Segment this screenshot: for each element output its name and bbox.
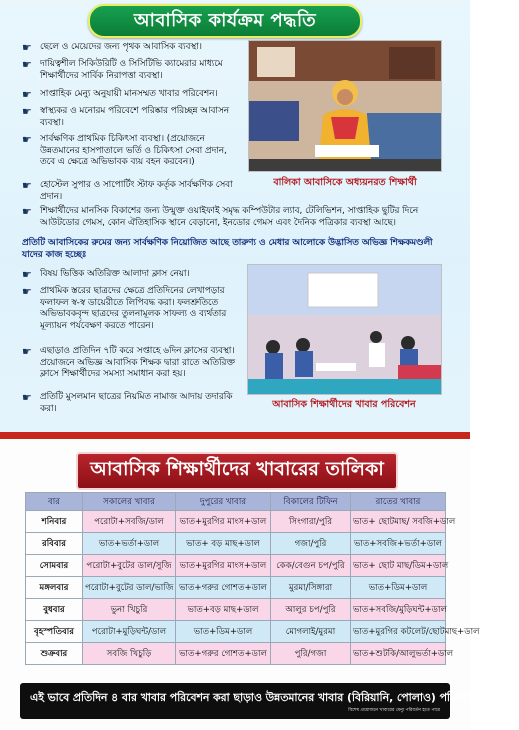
table-cell: ভাত+ বড় মাছ+ডাল [176,533,271,555]
table-cell: ভাত+সবজি/মুড়িঘন্ট+ডাল [351,599,446,621]
table-cell: ভাত+ডিম+ডাল [176,621,271,643]
table-row [26,599,446,621]
table-row [26,511,446,533]
table-cell: মুরমা/সিঙ্গারা [271,577,351,599]
table-cell: ভুনা খিচুরি [83,599,176,621]
table-cell: পরোটা+বুটের ডাল/সুজি [83,555,176,577]
bullet-item: ☛ প্রতিটি মুসলমান ছাত্রের নিয়মিত নামাজ আদায় তদারকি করা। [22,391,233,414]
bullet-item: ☛ প্রাথমিক স্তরের ছাত্রদের ক্ষেত্রে প্রতিদিনের লেখাপড়ার ফলাফল স্ব-স্ব ডায়েরীতে লিপিবদ্ধ করা। ফলশ্রুতিতে অভিভাবকবৃন্দ ছাত্রদের তুলনামূলক সাফল্য ও ব্যর্থতার মূল্যায়ন পর্যবেক্ষণ করতে পারেন। [22,285,227,331]
table-cell: ভাত+ ছোট মাছ/ডিম+ডাল [351,555,446,577]
table-cell: ভাত+ ছোটমাছ/ সবজি+ডাল [351,511,446,533]
hand-pointer-icon: ☛ [22,205,32,218]
table-row [26,621,446,643]
table-row [26,643,446,665]
column-header: রাতের খাবার [351,493,446,511]
food-menu-table [25,492,480,665]
bullet-item: ☛ ছেলে ও মেয়েদের জন্য পৃথক আবাসিক ব্যবস্থা। [22,41,202,54]
section-divider [0,432,470,439]
hand-pointer-icon: ☛ [22,105,32,118]
day-cell: বুধবার [26,599,83,621]
bullet-item: ☛ হোস্টেল সুপার ও সাপোর্টিং স্টাফ কর্তৃক সার্বক্ষণিক সেবা প্রদান। [22,179,233,202]
hand-pointer-icon: ☛ [22,268,32,281]
table-row [26,533,446,555]
page-title: আবাসিক কার্যক্রম পদ্ধতি [88,4,362,38]
photo1-caption: বালিকা আবাসিকে অধ্যয়নরত শিক্ষার্থী [273,177,417,188]
table-row [26,555,446,577]
table-cell: পরোটা+সবজি/ডাল [83,511,176,533]
day-cell: শুক্রবার [26,643,83,665]
hand-pointer-icon: ☛ [22,391,32,404]
bullet-item: ☛ এছাড়াও প্রতিদিন ৭টি করে সপ্তাহে ৬দিন ক্লাসের ব্যবস্থা। প্রয়োজনে অভিজ্ঞ আবাসিক শিক্ষক দ্বারা রাতে অতিরিক্ত ক্লাসে শিক্ষার্থীদের সমস্যা সমাধান করা হয়। [22,345,235,379]
footer-note: বিশেষ প্রয়োজনে খাবারের মেন্যু পরিবর্তন হতে পারে [348,708,440,713]
footer-text: এই ভাবে প্রতিদিন ৪ বার খাবার পরিবেশন করা ছাড়াও উন্নতমানের খাবার (বিরিয়ানি, পোলাও) পরিবেশন করা হয়। [30,691,519,704]
menu-title: আবাসিক শিক্ষার্থীদের খাবারের তালিকা [76,452,398,490]
photo2-caption: আবাসিক শিক্ষার্থীদের খাবার পরিবেশন [272,399,416,410]
hand-pointer-icon: ☛ [22,133,32,146]
bullet-item: ☛ স্বাস্থ্যকর ও মনোরম পরিবেশে পরিষ্কার পরিচ্ছন্ন আবাসন ব্যবস্থা। [22,105,230,128]
hand-pointer-icon: ☛ [22,179,32,192]
column-header: দুপুরের খাবার [176,493,271,511]
hand-pointer-icon: ☛ [22,41,32,54]
table-cell: সিংগারা/পুরি [271,511,351,533]
day-cell: বৃহস্পতিবার [26,621,83,643]
table-cell: ভাত+ভর্তা+ডাল [83,533,176,555]
table-cell: ভাত+মুরগির কটলেট/ছোটমাছ+ডাল [351,621,446,643]
hand-pointer-icon: ☛ [22,88,32,101]
table-cell: ভাত+মুরগির মাংস+ডাল [176,555,271,577]
bullet-item: ☛ সার্বক্ষণিক প্রাথমিক চিকিৎসা ব্যবস্থা। (প্রয়োজনে উন্নতমানের হাসপাতালে ভর্তি ও চিকিৎসা সেবা প্রদান, তবে এ ক্ষেত্রে অভিভাবক ব্যয় বহন করবেন।) [22,133,227,167]
day-cell: শনিবার [26,511,83,533]
table-cell: সবজি খিচুড়ি [83,643,176,665]
table-cell: গজা/পুরি [271,533,351,555]
table-cell: ভাত+গরুর গোশত+ডাল [176,643,271,665]
bullet-item: ☛ সাপ্তাহিক মেন্যু অনুযায়ী মানসম্মত খাবার পরিবেশন। [22,88,218,101]
teacher-intro-text: প্রতিটি আবাসিকের রুমের জন্য সার্বক্ষণিক নিয়োজিত আছে তারুণ্য ও মেধার আলোকে উদ্ভাসিত অভিজ্ঞ শিক্ষকমণ্ডলী যাদের কাজ হচ্ছেঃ [22,238,433,260]
table-cell: ভাত+শুটকি/আলুভর্তা+ডাল [351,643,446,665]
bullet-item: ☛ শিক্ষার্থীদের মানসিক বিকাশের জন্য উন্মুক্ত ওয়াইফাই সমৃদ্ধ কম্পিউটার ল্যাব, টেলিভিশন, সাপ্তাহিক ছুটির দিনে আউটডোর গেমস, কোন ঐতিহাসিক স্থানে বেড়ানো, ইনডোর গেমস এবং দৈনিক পত্রিকার ব্যবস্থা আছে। [22,205,419,228]
hand-pointer-icon: ☛ [22,58,32,71]
table-cell: আলুর চপ/পুরি [271,599,351,621]
table-cell: পরোটা+বুটের ডাল/ভাজি [83,577,176,599]
bullet-item: ☛ বিষয় ভিত্তিক অতিরিক্ত আলাদা ক্লাস নেয়া। [22,268,190,281]
table-cell: পুরি/গজা [271,643,351,665]
day-cell: সোমবার [26,555,83,577]
table-cell: ভাত+ডিম+ডাল [351,577,446,599]
column-header: সকালের খাবার [83,493,176,511]
student-studying-photo [248,40,442,172]
day-cell: রবিবার [26,533,83,555]
table-cell: মোগলাই/মুরমা [271,621,351,643]
dining-hall-photo [247,264,442,395]
photo-illustration [248,265,441,394]
column-header: বিকালের টিফিন [271,493,351,511]
day-cell: মঙ্গলবার [26,577,83,599]
column-header: বার [26,493,83,511]
table-cell: ভাত+সবজি+ভর্তা+ডাল [351,533,446,555]
table-cell: পরোটা+মুড়িঘন্ট/ডাল [83,621,176,643]
table-header-row [26,493,446,511]
hand-pointer-icon: ☛ [22,285,32,298]
photo-illustration [249,41,441,171]
table-cell: ভাত+মুরগির মাংস+ডাল [176,511,271,533]
bullet-item: ☛ দায়িত্বশীল সিকিউরিটি ও সিসিটিভি ক্যামেরার মাধ্যমে শিক্ষার্থীদের সার্বিক নিরাপত্তা ব্যবস্থা। [22,58,223,81]
table-cell: কেক/বেগুন চপ/পুরি [271,555,351,577]
table-cell: ভাত+গরুর গোশত+ডাল [176,577,271,599]
table-row [26,577,446,599]
table-cell: ভাত+বড় মাছ+ডাল [176,599,271,621]
hand-pointer-icon: ☛ [22,345,32,358]
